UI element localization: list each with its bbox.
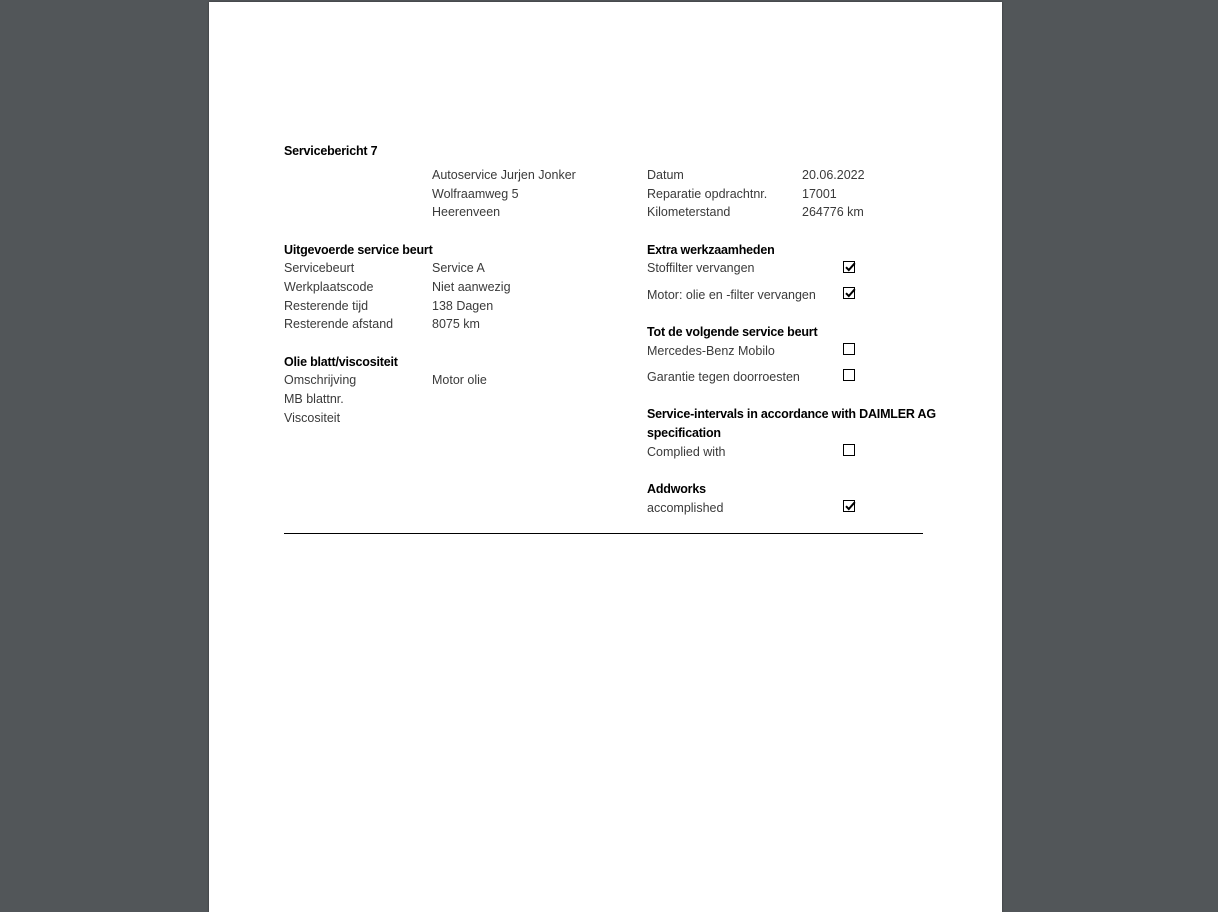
document-page [209, 2, 1002, 912]
order-number-value: 17001 [802, 187, 837, 201]
workshop-name: Autoservice Jurjen Jonker [432, 168, 576, 182]
service-row-value: Service A [432, 261, 485, 275]
checklist-label: Stoffilter vervangen [647, 261, 755, 275]
service-row-label: Resterende afstand [284, 317, 394, 331]
checkbox-unchecked[interactable] [843, 444, 855, 456]
intervals-heading-line1: Service-intervals in accordance with DAIMLER AG [647, 407, 936, 421]
checkmark-icon [844, 287, 856, 299]
checklist-label: Motor: olie en -filter vervangen [647, 288, 816, 302]
oil-row-label: Viscositeit [284, 411, 341, 425]
mileage-value: 264776 km [802, 205, 864, 219]
extra-work-heading: Extra werkzaamheden [647, 243, 775, 257]
workshop-street: Wolfraamweg 5 [432, 187, 519, 201]
order-number-label: Reparatie opdrachtnr. [647, 187, 768, 201]
checklist-label: accomplished [647, 501, 724, 515]
oil-row-value: Motor olie [432, 373, 487, 387]
checkbox-checked[interactable] [843, 261, 855, 273]
checklist-label: Mercedes-Benz Mobilo [647, 344, 775, 358]
workshop-city: Heerenveen [432, 205, 501, 219]
report-title: Servicebericht 7 [284, 144, 378, 158]
date-label: Datum [647, 168, 684, 182]
oil-heading: Olie blatt/viscositeit [284, 355, 398, 369]
service-row-label: Werkplaatscode [284, 280, 374, 294]
service-row-value: Niet aanwezig [432, 280, 511, 294]
next-service-heading: Tot de volgende service beurt [647, 325, 818, 339]
checklist-label: Complied with [647, 445, 726, 459]
service-row-label: Servicebeurt [284, 261, 355, 275]
checkbox-checked[interactable] [843, 287, 855, 299]
mileage-label: Kilometerstand [647, 205, 731, 219]
checkmark-icon [844, 500, 856, 512]
divider [284, 533, 923, 534]
service-row-value: 138 Dagen [432, 299, 494, 313]
oil-row-label: Omschrijving [284, 373, 357, 387]
service-row-value: 8075 km [432, 317, 480, 331]
checklist-label: Garantie tegen doorroesten [647, 370, 800, 384]
addworks-heading: Addworks [647, 482, 706, 496]
service-heading: Uitgevoerde service beurt [284, 243, 433, 257]
checkbox-unchecked[interactable] [843, 369, 855, 381]
date-value: 20.06.2022 [802, 168, 865, 182]
checkbox-checked[interactable] [843, 500, 855, 512]
oil-row-label: MB blattnr. [284, 392, 344, 406]
checkmark-icon [844, 261, 856, 273]
checkbox-unchecked[interactable] [843, 343, 855, 355]
intervals-heading-line2: specification [647, 426, 721, 440]
service-row-label: Resterende tijd [284, 299, 369, 313]
